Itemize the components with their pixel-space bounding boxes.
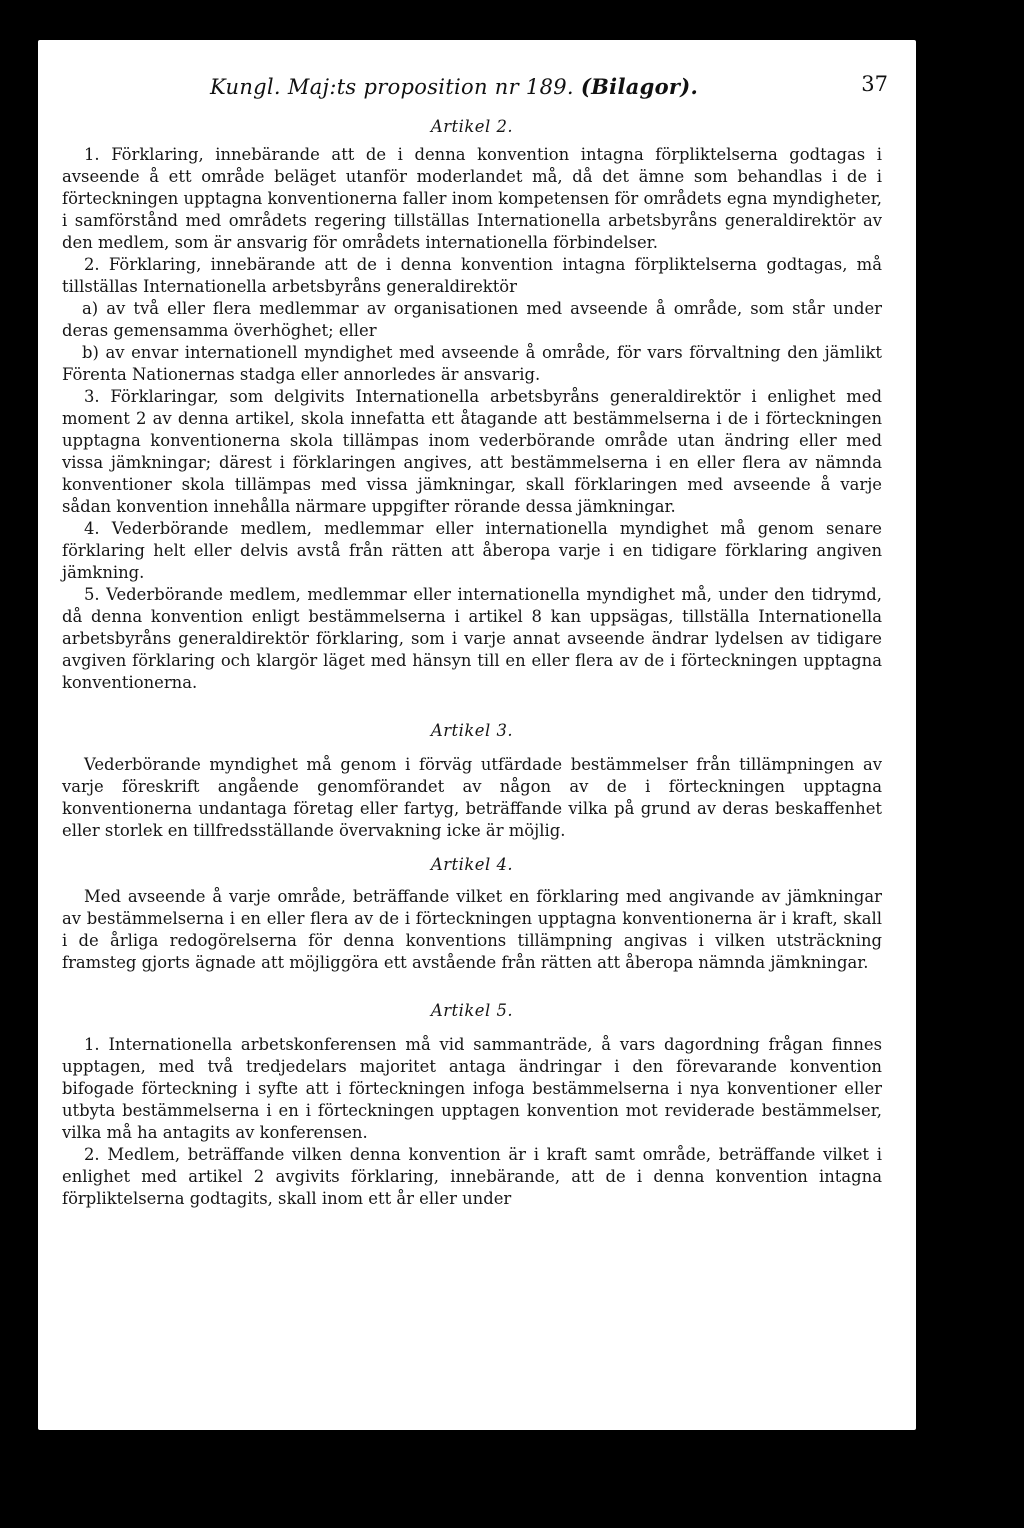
article-2-paragraph-2: 2. Förklaring, innebärande att de i denna konvention intagna förpliktelserna godtagas, må tillställas Internationella arbetsbyråns generaldirektör [62,255,882,296]
article-4-paragraph-1: Med avseende å varje område, beträffande vilket en förklaring med angivande av jämkningar av bestämmelserna i en eller flera av de i förteckningen upptagna konventionerna är i kraft, skall i de årliga redogörelserna för denna konventions tillämpning angivas i vilken utsträckning framsteg gjorts ägnade att möjliggöra ett avstående från rätten att åberopa nämnda jämkningar. [62,887,882,972]
document-body [62,116,882,1210]
header-title [210,74,698,99]
article-2-paragraph-5: 5. Vederbörande medlem, medlemmar eller internationella myndighet må, under den tidrymd, då denna konvention enligt bestämmelserna i artikel 8 kan uppsägas, tillställa Internationella arbetsbyråns generaldirektör förklaring, som i varje annat avseende ändrar lydelsen av tidigare avgiven förklaring och klargör läget med hänsyn till en eller flera av de i förteckningen upptagna konventionerna. [62,585,882,692]
article-4-heading: Artikel 4. [430,855,514,874]
article-5-paragraph-1: 1. Internationella arbetskonferensen må vid sammanträde, å vars dagordning frågan finnes upptagen, med två tredjedelars majoritet antaga ändringar i den förevarande konvention bifogade förteckning i syfte att i förteckningen infoga bestämmelserna i nya konventioner eller utbyta bestämmelserna i en i förteckningen upptagen konvention mot reviderade bestämmelser, vilka må ha antagits av konferensen. [62,1035,882,1142]
header-title-main: Kungl. Maj:ts proposition nr 189. [210,75,574,99]
article-3-heading: Artikel 3. [430,721,514,740]
article-2-paragraph-2a: a) av två eller flera medlemmar av organisationen med avseende å område, som står under deras gemensamma överhöghet; eller [62,299,882,340]
article-3-paragraph-1: Vederbörande myndighet må genom i förväg utfärdade bestämmelser från tillämpningen av varje föreskrift angående genomförandet av någon av de i förteckningen upptagna konventionerna undantaga företag eller fartyg, beträffande vilka på grund av deras beskaffenhet eller storlek en tillfredsställande övervakning icke är möjlig. [62,755,882,840]
article-5-paragraph-2: 2. Medlem, beträffande vilken denna konvention är i kraft samt område, beträffande vilket i enlighet med artikel 2 avgivits förklaring, innebärande, att de i denna konvention intagna förpliktelserna godtagits, skall inom ett år eller under [62,1145,882,1208]
article-2-paragraph-1: 1. Förklaring, innebärande att de i denna konvention intagna förpliktelserna godtagas i avseende å ett område beläget utanför moderlandet må, då det ämne som behandlas i de i förteckningen upptagna konventionerna faller inom kompetensen för områdets egna myndigheter, i samförstånd med områdets regering tillställas Internationella arbetsbyråns generaldirektör av den medlem, som är ansvarig för områdets internationella förbindelser. [62,145,882,252]
page-number: 37 [861,72,888,96]
header-title-suffix: (Bilagor). [580,74,699,99]
article-5-heading: Artikel 5. [430,1001,514,1020]
article-2-paragraph-2b: b) av envar internationell myndighet med avseende å område, för vars förvaltning den jämlikt Förenta Nationernas stadga eller annorledes är ansvarig. [62,343,882,384]
running-header [62,70,892,106]
article-2-paragraph-3: 3. Förklaringar, som delgivits Internationella arbetsbyråns generaldirektör i enlighet med moment 2 av denna artikel, skola innefatta ett åtagande att bestämmelserna i de i förteckningen upptagna konventionerna skola tillämpas inom vederbörande område utan ändring eller med vissa jämkningar; därest i förklaringen angives, att bestämmelserna i en eller flera av nämnda konventioner skola tillämpas med vissa jämkningar, skall förklaringen med avseende å varje sådan konvention innehålla närmare uppgifter rörande dessa jämkningar. [62,387,882,516]
article-2-paragraph-4: 4. Vederbörande medlem, medlemmar eller internationella myndighet må genom senare förklaring helt eller delvis avstå från rätten att åberopa varje i en tidigare förklaring angiven jämkning. [62,519,882,582]
article-2-heading: Artikel 2. [430,117,514,136]
